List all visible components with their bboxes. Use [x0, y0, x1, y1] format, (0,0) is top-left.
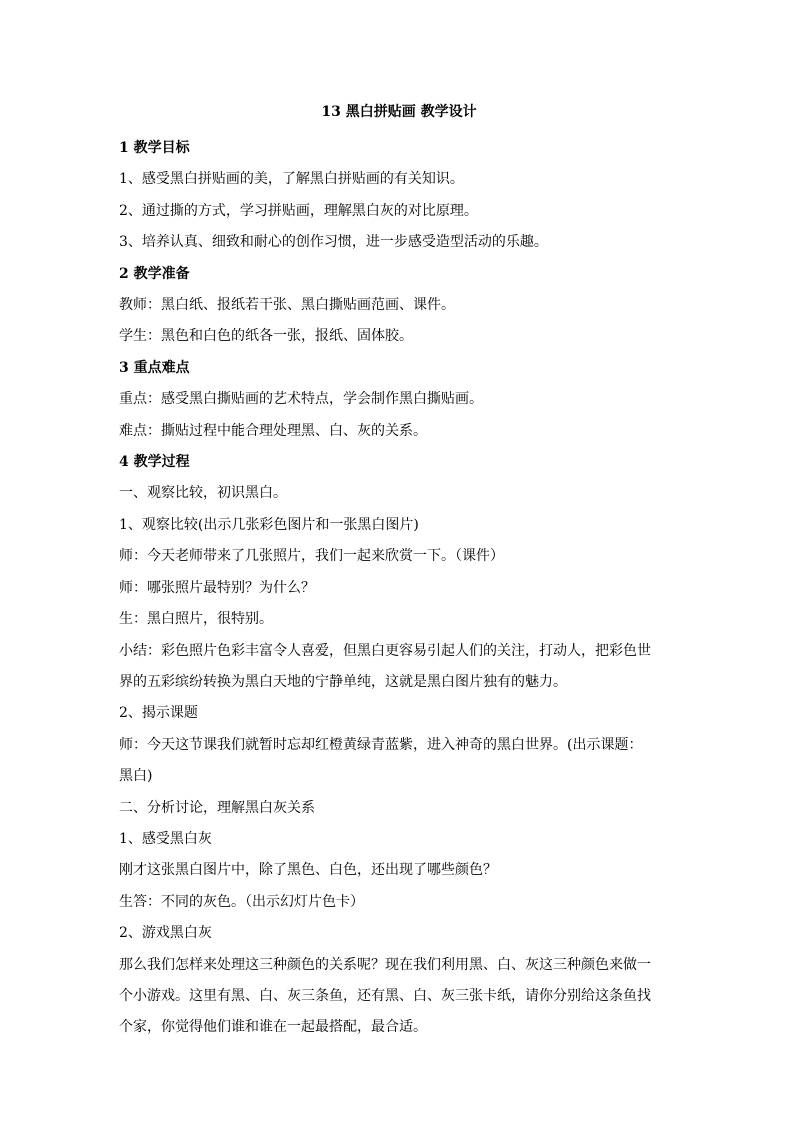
- document-body: [119, 101, 679, 1044]
- text-line: 生：黑白照片，很特别。: [119, 611, 273, 628]
- text-line: 1、感受黑白拼贴画的美，了解黑白拼贴画的有关知识。: [119, 171, 464, 188]
- text-line: 2、揭示课题: [119, 705, 198, 722]
- text-line: 那么我们怎样来处理这三种颜色的关系呢？现在我们利用黑、白、灰这三种颜色来做一: [119, 956, 651, 973]
- text-line: 教师：黑白纸、报纸若干张、黑白撕贴画范画、课件。: [119, 297, 455, 314]
- text-line: 师：今天这节课我们就暂时忘却红橙黄绿青蓝紫，进入神奇的黑白世界。(出示课题：: [119, 736, 643, 753]
- text-line: 3、培养认真、细致和耐心的创作习惯，进一步感受造型活动的乐趣。: [119, 234, 548, 251]
- document-title: 13 黑白拼贴画 教学设计: [321, 104, 477, 120]
- text-line: 1、观察比较(出示几张彩色图片和一张黑白图片): [119, 516, 419, 533]
- section-heading: 3 重点难点: [119, 359, 190, 376]
- text-line: 生答：不同的灰色。（出示幻灯片色卡）: [119, 893, 364, 910]
- text-line: 2、游戏黑白灰: [119, 925, 212, 942]
- text-line: 2、通过撕的方式，学习拼贴画，理解黑白灰的对比原理。: [119, 202, 478, 219]
- text-line: 一、观察比较，初识黑白。: [119, 485, 287, 502]
- text-line: 小结：彩色照片色彩丰富令人喜爱，但黑白更容易引起人们的关注，打动人，把彩色世: [119, 642, 651, 659]
- text-line: 学生：黑色和白色的纸各一张，报纸、固体胶。: [119, 328, 413, 345]
- text-line: 个家，你觉得他们谁和谁在一起最搭配，最合适。: [119, 1019, 427, 1036]
- text-line: 1、感受黑白灰: [119, 830, 212, 847]
- text-line: 个小游戏。这里有黑、白、灰三条鱼，还有黑、白、灰三张卡纸，请你分别给这条鱼找: [119, 987, 651, 1004]
- text-line: 界的五彩缤纷转换为黑白天地的宁静单纯，这就是黑白图片独有的魅力。: [119, 673, 567, 690]
- text-line: 师：哪张照片最特别？为什么？: [119, 579, 315, 596]
- text-line: 黑白): [119, 768, 153, 785]
- document-lines: [119, 133, 679, 1044]
- text-line: 师：今天老师带来了几张照片，我们一起来欣赏一下。（课件）: [119, 548, 504, 565]
- text-line: 难点：撕贴过程中能合理处理黑、白、灰的关系。: [119, 422, 427, 439]
- section-heading: 2 教学准备: [119, 265, 190, 282]
- text-line: 二、分析讨论，理解黑白灰关系: [119, 799, 315, 816]
- text-line: 重点：感受黑白撕贴画的艺术特点，学会制作黑白撕贴画。: [119, 391, 483, 408]
- section-heading: 4 教学过程: [119, 454, 190, 471]
- section-heading: 1 教学目标: [119, 140, 190, 156]
- text-line: 刚才这张黑白图片中，除了黑色、白色，还出现了哪些颜色？: [119, 862, 497, 879]
